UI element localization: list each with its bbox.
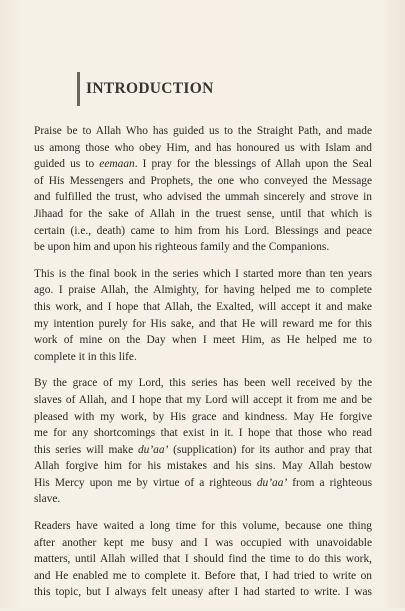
text-line: Praise be to Allah Who has guided us to the Straight Path, and made	[34, 125, 372, 137]
text-line: This is the final book in the series which I started more than ten years	[34, 267, 372, 280]
text-line: certain (i.e., death) came to him from his Lord. Blessings and peace	[34, 224, 372, 237]
paragraph	[34, 266, 372, 366]
text-line: us among those who obey Him, and has honoured us with Islam and	[34, 141, 372, 154]
text-line: this topic, but I always felt uneasy after I had started to write. I was	[34, 586, 372, 599]
page-title: INTRODUCTION	[86, 80, 214, 97]
italic-term: du’aa’	[256, 476, 288, 489]
heading-rule	[77, 72, 80, 106]
text-line: His Mercy upon me by virtue of a righteous du’aa’ from a righteous	[34, 476, 372, 489]
text-line: be upon him and upon his righteous family and the Companions.	[34, 241, 330, 254]
paragraph	[34, 375, 372, 508]
body-text	[34, 123, 372, 611]
text-line: Allah forgive him for his mistakes and his sins. May Allah bestow	[34, 460, 372, 473]
text-line: this work, and I hope that Allah, the Exalted, will accept it and make	[34, 300, 372, 313]
italic-term: du’aa’	[137, 443, 169, 456]
paragraph	[34, 123, 372, 256]
text-line: my intention purely for His sake, and that He will reward me for this	[34, 317, 372, 330]
text-line: guided us to eemaan. I pray for the blessings of Allah upon the Seal	[34, 158, 372, 171]
text-line: and fulfilled the trust, who advised the ummah sincerely and strove in	[34, 191, 372, 204]
text-line: ago. I praise Allah, the Almighty, for having helped me to complete	[34, 284, 372, 297]
text-line: complete it in this life.	[34, 350, 137, 363]
text-line: Readers have waited a long time for this volume, because one thing	[34, 520, 372, 533]
text-line: this series will make du’aa’ (supplication) for its author and pray that	[34, 443, 373, 456]
paragraph	[34, 518, 372, 601]
text-line: of His Messengers and Prophets, the one who conveyed the Message	[34, 174, 372, 187]
text-line: By the grace of my Lord, this series has been well received by the	[34, 377, 372, 390]
text-line: pleased with my work, by His grace and kindness. May He forgive	[34, 410, 372, 423]
text-line: matters, until Allah willed that I should find the time to do this work,	[34, 553, 372, 566]
text-line: me for any shortcomings that exist in it. I hope that those who read	[34, 427, 372, 440]
italic-term: eemaan	[99, 158, 135, 171]
text-line: slaves of Allah, and I hope that my Lord will accept it from me and be	[34, 393, 372, 406]
text-line: after another kept me busy and I was occupied with unavoidable	[34, 536, 372, 549]
text-line: slave.	[34, 493, 61, 506]
text-line: Jihaad for the sake of Allah in the truest sense, until that which is	[34, 207, 372, 220]
text-line: and He enabled me to complete it. Before that, I had tried to write on	[34, 569, 372, 582]
text-line: work of mine on the Day when I meet Him, as He helped me to	[34, 334, 372, 347]
heading-block	[77, 72, 214, 106]
